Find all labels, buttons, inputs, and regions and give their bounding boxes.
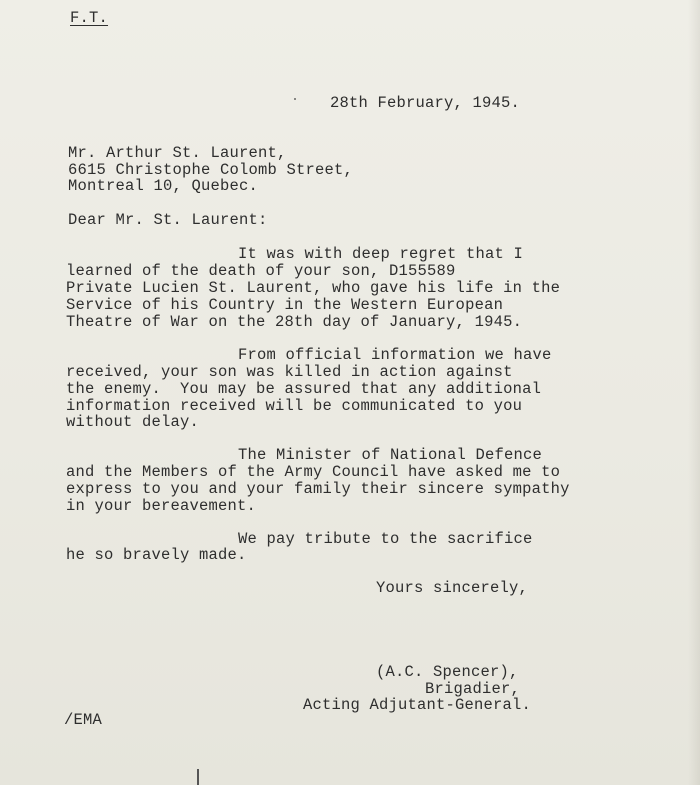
paragraph-line: information received will be communicated to you: [66, 397, 523, 415]
paragraph-line: Private Lucien St. Laurent, who gave his life in the: [66, 279, 561, 297]
paragraph-line: he so bravely made.: [66, 546, 247, 564]
address-line: Montreal 10, Quebec.: [68, 177, 259, 195]
address-line: 6615 Christophe Colomb Street,: [68, 161, 354, 179]
paragraph-line: We pay tribute to the sacrifice: [238, 530, 533, 548]
paragraph-line: learned of the death of your son, D155589: [66, 262, 456, 280]
reference-code: F.T.: [70, 9, 109, 27]
signature-rank: Brigadier,: [425, 680, 521, 698]
ink-speck: [294, 98, 296, 100]
paragraph-line: express to you and your family their sincere sympathy: [66, 480, 570, 498]
paragraph-line: and the Members of the Army Council have asked me to: [66, 463, 561, 481]
paragraph-line: The Minister of National Defence: [238, 446, 543, 464]
closing: Yours sincerely,: [376, 579, 529, 597]
paragraph-line: Theatre of War on the 28th day of January, 1945.: [66, 313, 523, 331]
letter-date: 28th February, 1945.: [330, 94, 521, 112]
paragraph-line: without delay.: [66, 413, 200, 431]
signature-title: Acting Adjutant-General.: [303, 696, 532, 714]
paragraph-line: in your bereavement.: [66, 497, 257, 515]
paragraph-line: It was with deep regret that I: [238, 245, 524, 263]
paragraph-line: From official information we have: [238, 346, 552, 364]
paragraph-line: Service of his Country in the Western European: [66, 296, 504, 314]
salutation: Dear Mr. St. Laurent:: [68, 211, 268, 229]
address-line: Mr. Arthur St. Laurent,: [68, 144, 287, 162]
typist-initials: /EMA: [64, 711, 103, 729]
paragraph-line: received, your son was killed in action against: [66, 363, 513, 381]
signature-name: (A.C. Spencer),: [376, 663, 519, 681]
ink-mark: [197, 769, 199, 785]
paragraph-line: the enemy. You may be assured that any additional: [66, 380, 542, 398]
